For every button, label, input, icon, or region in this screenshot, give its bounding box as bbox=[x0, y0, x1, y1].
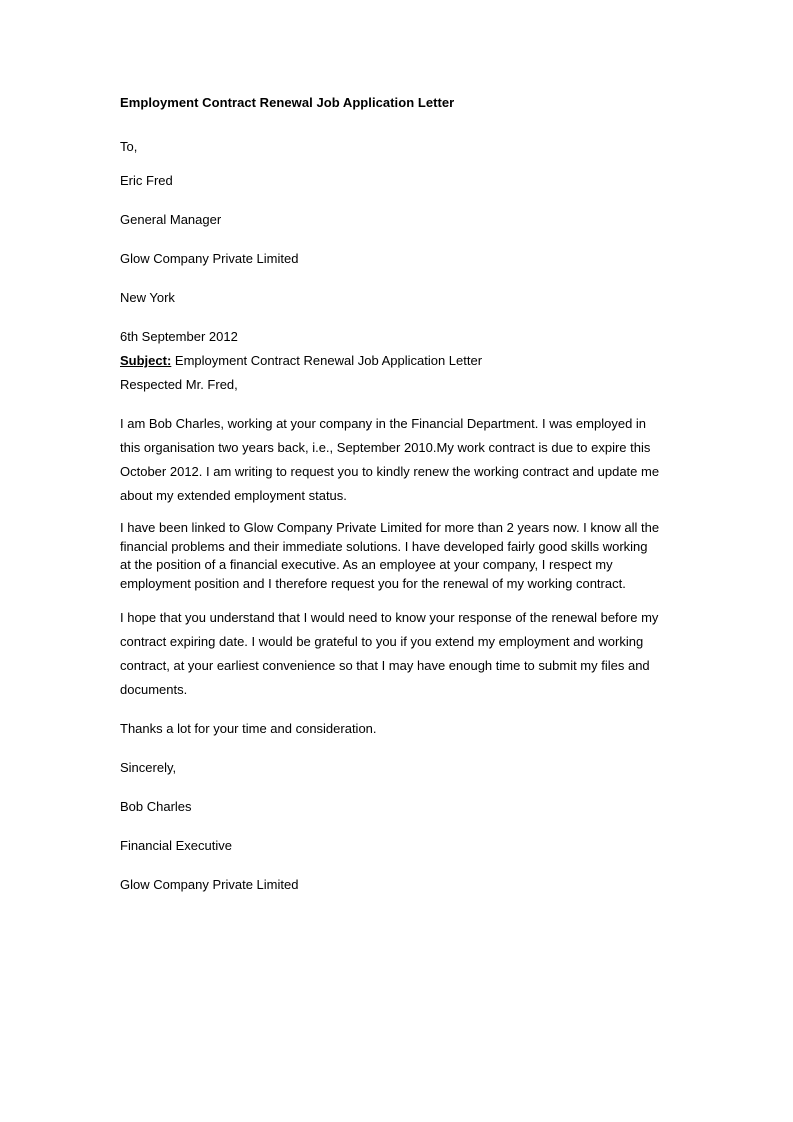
sender-position: Financial Executive bbox=[120, 838, 232, 853]
recipient-city: New York bbox=[120, 290, 175, 305]
subject-label: Subject: bbox=[120, 353, 172, 368]
paragraph-line: contract expiring date. I would be grateful to you if you extend my employment and working bbox=[120, 634, 644, 649]
sender-name: Bob Charles bbox=[120, 799, 192, 814]
body-paragraph-2 bbox=[120, 520, 680, 594]
subject-text: Employment Contract Renewal Job Application Letter bbox=[174, 353, 483, 368]
recipient-name: Eric Fred bbox=[120, 173, 173, 188]
paragraph-line: I have been linked to Glow Company Private Limited for more than 2 years now. I know all the bbox=[120, 520, 660, 535]
paragraph-line: at the position of a financial executive. As an employee at your company, I respect my bbox=[120, 557, 613, 572]
body-paragraph-1 bbox=[120, 416, 680, 512]
body-paragraph-3 bbox=[120, 610, 680, 706]
subject-line bbox=[120, 353, 482, 369]
letter-date: 6th September 2012 bbox=[120, 329, 238, 344]
salutation-to: To, bbox=[120, 139, 138, 154]
greeting: Respected Mr. Fred, bbox=[120, 377, 238, 392]
paragraph-line: about my extended employment status. bbox=[120, 488, 347, 503]
recipient-position: General Manager bbox=[120, 212, 222, 227]
paragraph-line: I am Bob Charles, working at your company in the Financial Department. I was employed in bbox=[120, 416, 647, 431]
closing: Sincerely, bbox=[120, 760, 177, 775]
thanks-line: Thanks a lot for your time and consideration. bbox=[120, 721, 377, 736]
letter-title: Employment Contract Renewal Job Application Letter bbox=[120, 95, 455, 110]
paragraph-line: employment position and I therefore request you for the renewal of my working contract. bbox=[120, 575, 626, 591]
paragraph-line: documents. bbox=[120, 682, 188, 697]
paragraph-line: contract, at your earliest convenience so that I may have enough time to submit my files and bbox=[120, 658, 650, 673]
paragraph-line: financial problems and their immediate solutions. I have developed fairly good skills working bbox=[120, 538, 648, 554]
recipient-company: Glow Company Private Limited bbox=[120, 251, 299, 266]
paragraph-line: October 2012. I am writing to request you to kindly renew the working contract and update me bbox=[120, 464, 660, 479]
paragraph-line: this organisation two years back, i.e., September 2010.My work contract is due to expire this bbox=[120, 440, 651, 455]
paragraph-line: I hope that you understand that I would need to know your response of the renewal before my bbox=[120, 610, 659, 625]
sender-company: Glow Company Private Limited bbox=[120, 877, 299, 892]
